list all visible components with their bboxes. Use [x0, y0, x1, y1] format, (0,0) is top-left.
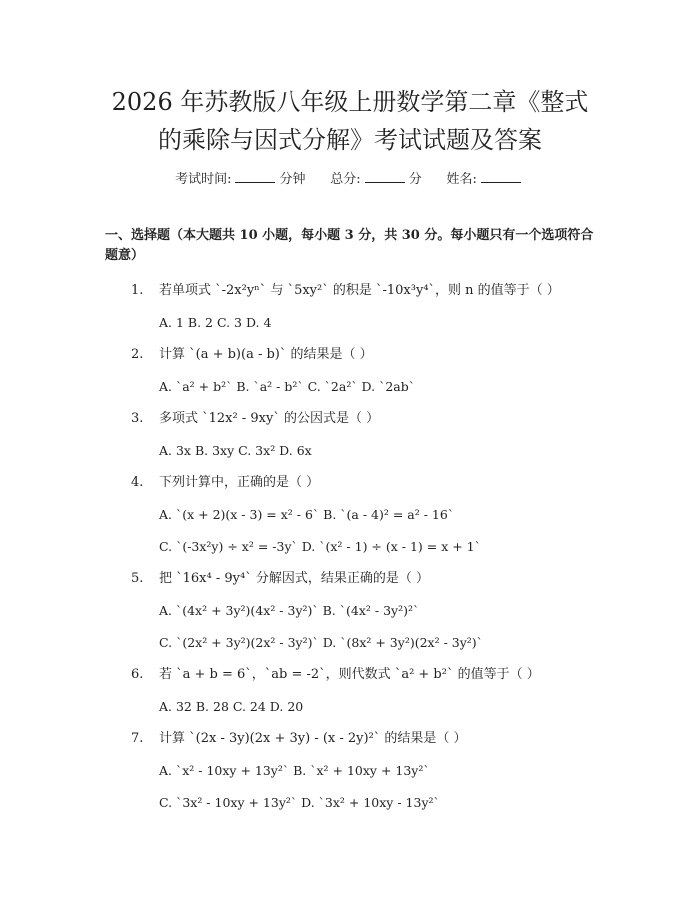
score-label: 总分: [330, 172, 361, 187]
name-blank [481, 170, 521, 183]
document-title-line1: 2026 年苏教版八年级上册数学第二章《整式 [111, 88, 589, 116]
question-text: 多项式 `12x² - 9xy` 的公因式是（ ） [159, 411, 380, 426]
document-title-line2: 的乘除与因式分解》考试试题及答案 [158, 126, 542, 154]
section-heading: 一、选择题（本大题共 10 小题，每小题 3 分，共 30 分。每小题只有一个选项符合题意） [105, 228, 594, 263]
question-number: 2. [131, 347, 144, 362]
score-unit: 分 [408, 172, 422, 187]
question-number: 1. [131, 283, 144, 298]
question-1 [131, 282, 560, 300]
question-7-options-row1: A. `x² - 10xy + 13y²` B. `x² + 10xy + 13y²` [159, 763, 430, 778]
question-number: 6. [131, 667, 144, 682]
exam-info-line [0, 168, 700, 187]
question-2-options: A. `a² + b²` B. `a² - b²` C. `2a²` D. `2ab` [159, 379, 415, 394]
time-blank [235, 170, 275, 183]
question-2 [131, 346, 373, 364]
question-number: 5. [131, 571, 144, 586]
score-blank [365, 170, 405, 183]
question-number: 4. [131, 475, 144, 490]
question-7-options-row2: C. `3x² - 10xy + 13y²` D. `3x² + 10xy - 13y²` [159, 795, 440, 810]
question-text: 下列计算中，正确的是（ ） [159, 475, 320, 490]
question-3 [131, 410, 379, 428]
question-6 [131, 666, 540, 684]
time-unit: 分钟 [279, 172, 306, 187]
question-text: 若 `a + b = 6`，`ab = -2`，则代数式 `a² + b²` 的值等于（ ） [159, 667, 540, 682]
question-5 [131, 570, 429, 588]
question-5-options-row1: A. `(4x² + 3y²)(4x² - 3y²)` B. `(4x² - 3y²)²` [159, 603, 420, 618]
question-number: 3. [131, 411, 144, 426]
question-4-options-row2: C. `(-3x²y) ÷ x² = -3y` D. `(x² - 1) ÷ (x - 1) = x + 1` [159, 539, 481, 554]
question-text: 计算 `(a + b)(a - b)` 的结果是（ ） [159, 347, 373, 362]
question-4-options-row1: A. `(x + 2)(x - 3) = x² - 6` B. `(a - 4)² = a² - 16` [159, 507, 455, 522]
question-text: 若单项式 `-2x²yⁿ` 与 `5xy²` 的积是 `-10x³y⁴`，则 n 的值等于（ ） [159, 283, 560, 298]
question-3-options: A. 3x B. 3xy C. 3x² D. 6x [159, 443, 312, 458]
question-4 [131, 474, 319, 492]
time-label: 考试时间: [175, 172, 232, 187]
question-7 [131, 730, 467, 748]
question-text: 计算 `(2x - 3y)(2x + 3y) - (x - 2y)²` 的结果是（ ） [159, 731, 467, 746]
question-number: 7. [131, 731, 144, 746]
question-5-options-row2: C. `(2x² + 3y²)(2x² - 3y²)` D. `(8x² + 3y²)(2x² - 3y²)` [159, 635, 483, 650]
question-1-options: A. 1 B. 2 C. 3 D. 4 [159, 315, 272, 330]
name-label: 姓名: [446, 172, 477, 187]
question-6-options: A. 32 B. 28 C. 24 D. 20 [159, 699, 304, 714]
question-text: 把 `16x⁴ - 9y⁴` 分解因式，结果正确的是（ ） [159, 571, 429, 586]
